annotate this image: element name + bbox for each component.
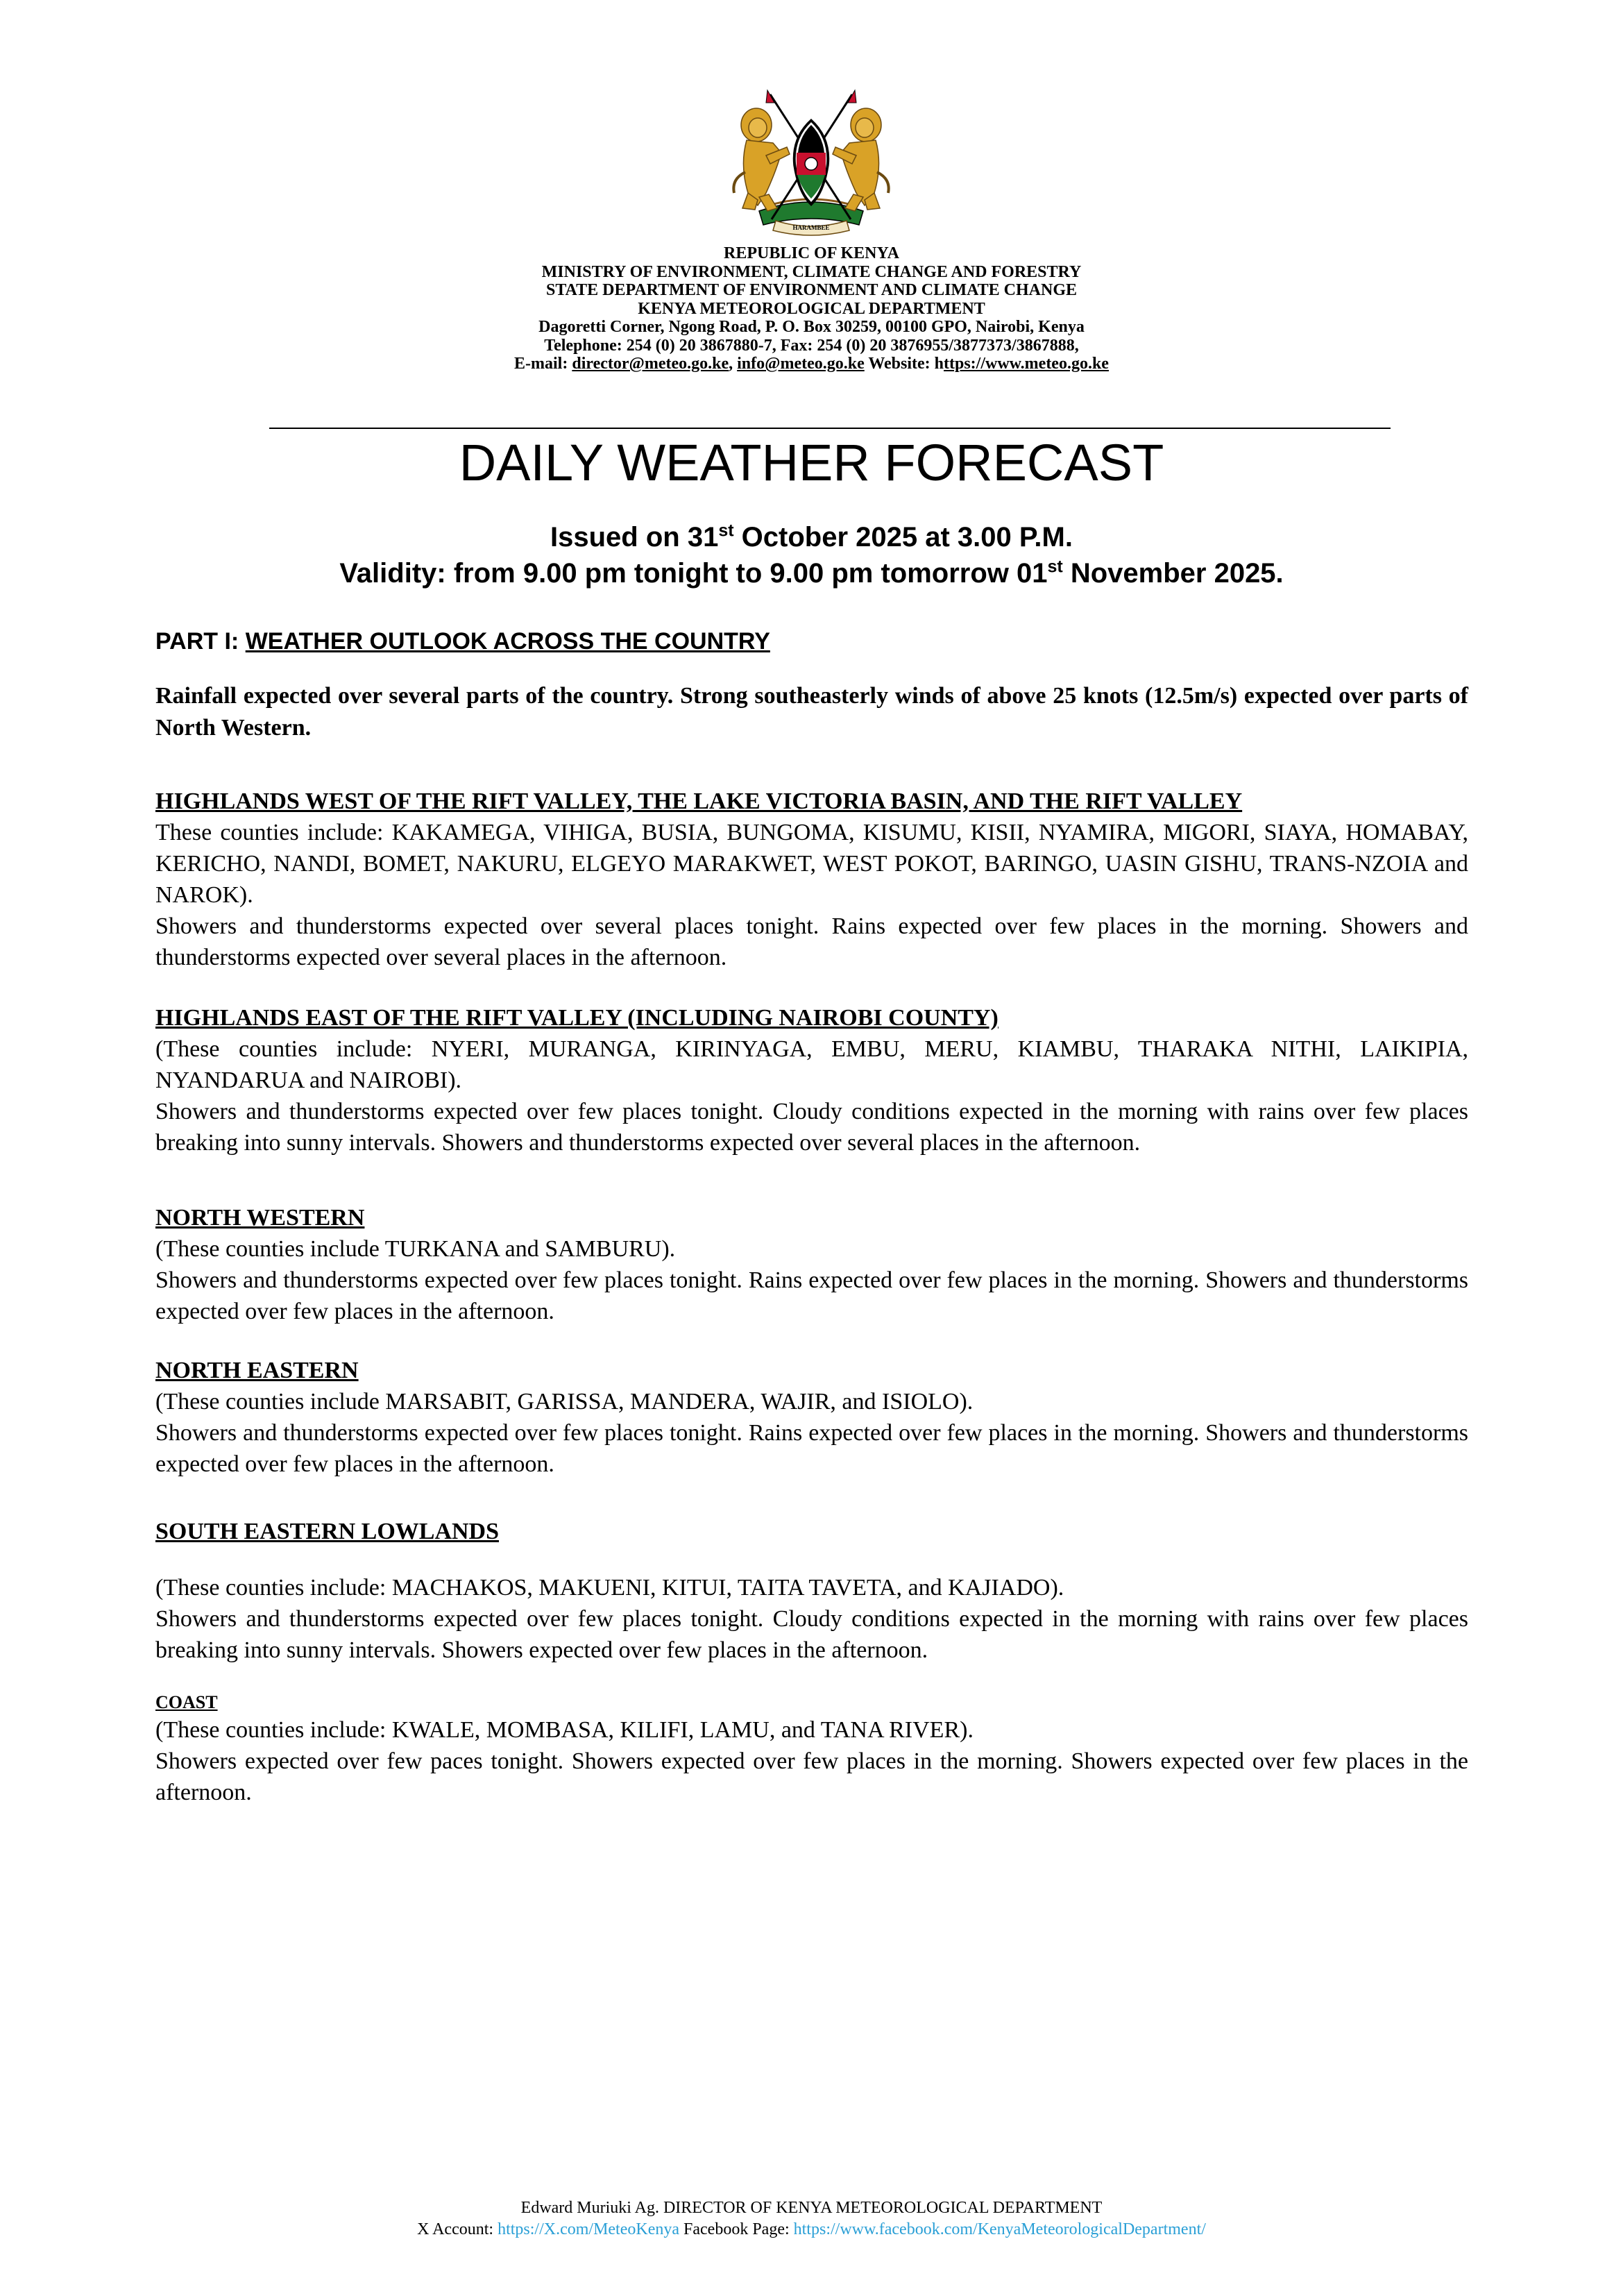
part-prefix: PART I:	[155, 628, 246, 655]
region-heading: NORTH WESTERN	[155, 1205, 365, 1231]
letterhead	[0, 244, 1623, 373]
issued-suffix: October 2025 at 3.00 P.M.	[733, 522, 1073, 552]
letterhead-state-department: STATE DEPARTMENT OF ENVIRONMENT AND CLIMATE CHANGE	[545, 281, 1077, 299]
part-title: WEATHER OUTLOOK ACROSS THE COUNTRY	[245, 628, 770, 655]
issued-prefix: Issued on 31	[550, 522, 719, 552]
region-counties: (These counties include MARSABIT, GARISSA, MANDERA, WAJIR, and ISIOLO).	[155, 1389, 974, 1415]
region-counties: (These counties include TURKANA and SAMBURU).	[155, 1236, 676, 1262]
region-forecast: Showers and thunderstorms expected over few places tonight. Rains expected over few places in the morning. Showers and thunderstorms expected over few places in the afternoon.	[155, 1420, 1468, 1477]
document-title: DAILY WEATHER FORECAST	[459, 434, 1164, 491]
region-heading: COAST	[155, 1692, 218, 1712]
website-label: Website: h	[864, 355, 944, 373]
part-heading	[155, 627, 770, 655]
region-north-western	[155, 1202, 1468, 1327]
letterhead-department: KENYA METEOROLOGICAL DEPARTMENT	[638, 299, 985, 318]
letterhead-telephone: Telephone: 254 (0) 20 3867880-7, Fax: 254 (0) 20 3876955/3877373/3867888,	[544, 336, 1079, 355]
issued-superscript: st	[718, 521, 734, 541]
region-heading: HIGHLANDS WEST OF THE RIFT VALLEY, THE LAKE VICTORIA BASIN, AND THE RIFT VALLEY	[155, 788, 1243, 814]
region-heading: SOUTH EASTERN LOWLANDS	[155, 1519, 500, 1544]
header-divider	[269, 428, 1391, 429]
facebook-label: Facebook Page:	[679, 2220, 794, 2238]
region-forecast: Showers and thunderstorms expected over several places tonight. Rains expected over few places in the morning. Showers and thunderstorms expected over several places in the afternoon.	[155, 913, 1468, 970]
email-label: E-mail:	[514, 355, 572, 373]
letterhead-address: Dagoretti Corner, Ngong Road, P. O. Box 30259, 00100 GPO, Nairobi, Kenya	[538, 318, 1085, 336]
facebook-link[interactable]: https://www.facebook.com/KenyaMeteorologicalDepartment/	[793, 2220, 1206, 2238]
issued-line	[0, 519, 1623, 555]
validity-superscript: st	[1047, 557, 1063, 577]
region-south-eastern-lowlands	[155, 1516, 1468, 1666]
region-coast	[155, 1691, 1468, 1808]
region-heading: HIGHLANDS EAST OF THE RIFT VALLEY (INCLUDING NAIROBI COUNTY)	[155, 1005, 999, 1031]
footer-signatory: Edward Muriuki Ag. DIRECTOR OF KENYA METEOROLOGICAL DEPARTMENT	[520, 2199, 1103, 2217]
issue-block	[0, 519, 1623, 591]
email-director-link[interactable]: director@meteo.go.ke	[572, 355, 729, 373]
x-account-label: X Account:	[417, 2220, 498, 2238]
region-forecast: Showers and thunderstorms expected over few places tonight. Cloudy conditions expected in the morning with rains over few places breaking into sunny intervals. Showers and thunderstorms expected over several places in the afternoon.	[155, 1099, 1468, 1156]
region-counties: These counties include: KAKAMEGA, VIHIGA, BUSIA, BUNGOMA, KISUMU, KISII, NYAMIRA, MIGORI, SIAYA, HOMABAY, KERICHO, NANDI, BOMET, NAKURU, ELGEYO MARAKWET, WEST POKOT, BARINGO, UASIN GISHU, TRANS-NZOIA and NAROK).	[155, 820, 1468, 908]
motto-text: HARAMBEE	[792, 224, 830, 231]
email-info-link[interactable]: info@meteo.go.ke	[737, 355, 865, 373]
email-separator: ,	[729, 355, 738, 373]
x-account-link[interactable]: https://X.com/MeteoKenya	[498, 2220, 680, 2238]
region-forecast: Showers and thunderstorms expected over few places tonight. Rains expected over few places in the morning. Showers and thunderstorms expected over few places in the afternoon.	[155, 1267, 1468, 1324]
outlook-summary: Rainfall expected over several parts of the country. Strong southeasterly winds of above 25 knots (12.5m/s) expected over parts of North Western.	[155, 683, 1468, 741]
region-heading: NORTH EASTERN	[155, 1358, 359, 1383]
region-forecast: Showers expected over few paces tonight. Showers expected over few places in the morning. Showers expected over few places in the afternoon.	[155, 1748, 1468, 1805]
region-counties: (These counties include: MACHAKOS, MAKUENI, KITUI, TAITA TAVETA, and KAJIADO).	[155, 1575, 1064, 1601]
letterhead-republic: REPUBLIC OF KENYA	[724, 244, 899, 262]
region-north-eastern	[155, 1355, 1468, 1480]
coat-of-arms-logo	[727, 89, 895, 236]
region-counties: (These counties include: KWALE, MOMBASA, KILIFI, LAMU, and TANA RIVER).	[155, 1717, 974, 1743]
letterhead-ministry: MINISTRY OF ENVIRONMENT, CLIMATE CHANGE AND FORESTRY	[541, 262, 1082, 281]
region-east-rift	[155, 1002, 1468, 1158]
validity-line	[0, 555, 1623, 591]
region-forecast: Showers and thunderstorms expected over few places tonight. Cloudy conditions expected in the morning with rains over few places breaking into sunny intervals. Showers expected over few places in the afternoon.	[155, 1606, 1468, 1663]
region-counties: (These counties include: NYERI, MURANGA, KIRINYAGA, EMBU, MERU, KIAMBU, THARAKA NITHI, LAIKIPIA, NYANDARUA and NAIROBI).	[155, 1036, 1468, 1093]
validity-prefix: Validity: from 9.00 pm tonight to 9.00 pm tomorrow 01	[339, 558, 1048, 589]
validity-suffix: November 2025.	[1062, 558, 1284, 589]
footer-social-line	[0, 2219, 1623, 2240]
footer	[0, 2197, 1623, 2240]
letterhead-contact-line	[0, 355, 1623, 373]
website-link[interactable]: ttps://www.meteo.go.ke	[944, 355, 1109, 373]
region-west-rift	[155, 786, 1468, 973]
